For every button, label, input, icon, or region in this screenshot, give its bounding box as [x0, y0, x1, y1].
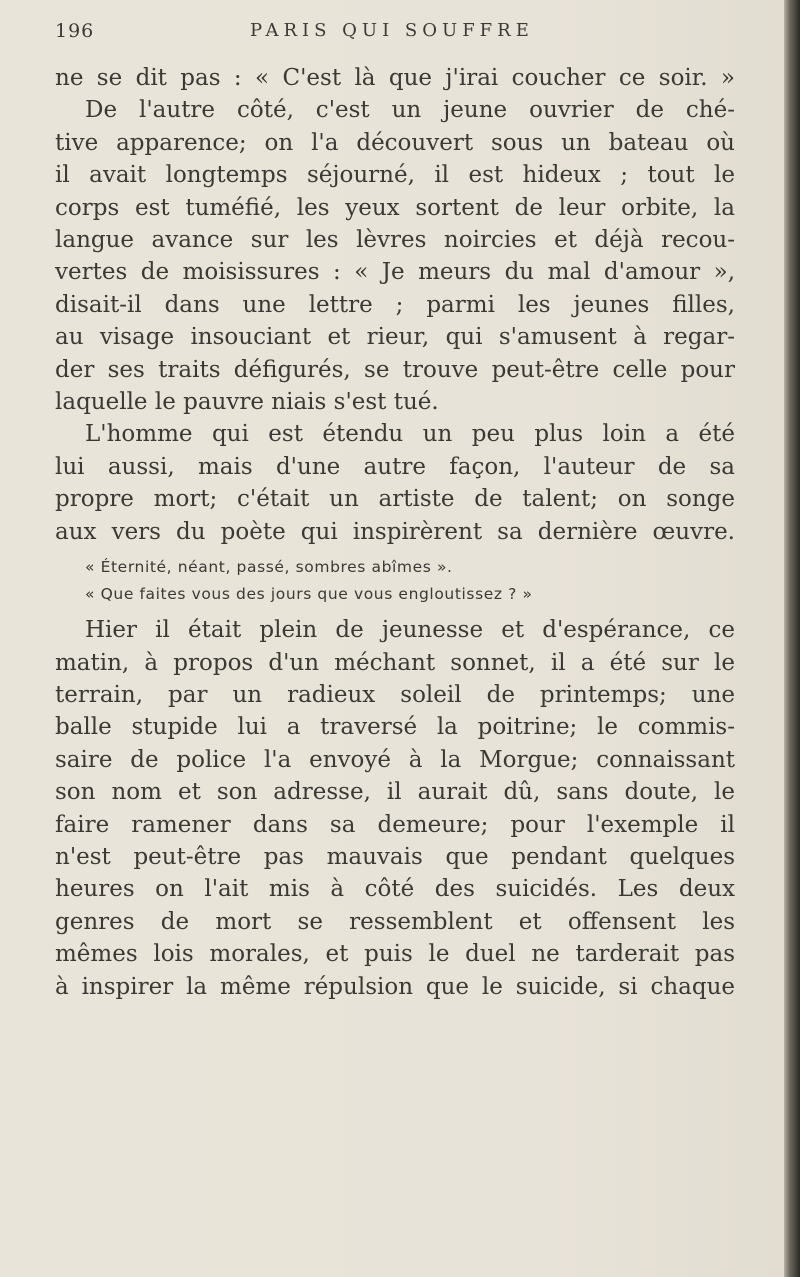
- text-line: ne se dit pas : « C'est là que j'irai coucher ce soir. »: [55, 65, 735, 91]
- text-line: heures on l'ait mis à côté des suicidés. Les deux: [55, 876, 735, 903]
- text-line: terrain, par un radieux soleil de printemps; une: [55, 681, 735, 708]
- text-line: Hier il était plein de jeunesse et d'espérance, ce: [85, 617, 735, 644]
- text-line: il avait longtemps séjourné, il est hideux ; tout le: [55, 162, 735, 189]
- page-header: [0, 14, 784, 50]
- text-line: mêmes lois morales, et puis le duel ne tarderait pas: [55, 941, 735, 968]
- text-line: der ses traits défigurés, se trouve peut-être celle pour: [55, 356, 735, 383]
- text-line: tive apparence; on l'a découvert sous un bateau où: [55, 129, 735, 156]
- text-line: faire ramener dans sa demeure; pour l'exemple il: [55, 811, 735, 838]
- verse-line: « Éternité, néant, passé, sombres abîmes ».: [85, 558, 453, 577]
- text-line: propre mort; c'était un artiste de talent; on songe: [55, 486, 735, 513]
- text-line: son nom et son adresse, il aurait dû, sans doute, le: [55, 779, 735, 806]
- text-line: De l'autre côté, c'est un jeune ouvrier de ché-: [85, 97, 735, 124]
- text-line: laquelle le pauvre niais s'est tué.: [55, 389, 439, 416]
- text-line: balle stupide lui a traversé la poitrine; le commis-: [55, 714, 735, 741]
- text-line: matin, à propos d'un méchant sonnet, il a été sur le: [55, 649, 735, 676]
- text-line: aux vers du poète qui inspirèrent sa dernière œuvre.: [55, 518, 735, 545]
- running-title: PARIS QUI SOUFFRE: [250, 20, 534, 41]
- text-line: n'est peut-être pas mauvais que pendant quelques: [55, 843, 735, 870]
- text-line: genres de mort se ressemblent et offensent les: [55, 908, 735, 935]
- text-line: langue avance sur les lèvres noircies et déjà recou-: [55, 227, 735, 254]
- text-line: au visage insouciant et rieur, qui s'amusent à regar-: [55, 324, 735, 351]
- text-line: saire de police l'a envoyé à la Morgue; connaissant: [55, 746, 735, 773]
- page-edge-shadow: [784, 0, 800, 1277]
- text-line: vertes de moisissures : « Je meurs du mal d'amour »,: [55, 259, 735, 286]
- text-line: disait-il dans une lettre ; parmi les jeunes filles,: [55, 291, 735, 318]
- page-number: 196: [55, 20, 95, 42]
- body-text: [55, 62, 735, 1003]
- text-line: L'homme qui est étendu un peu plus loin a été: [85, 421, 735, 448]
- text-line: corps est tuméfié, les yeux sortent de leur orbite, la: [55, 194, 735, 221]
- verse-line: « Que faites vous des jours que vous engloutissez ? »: [85, 585, 533, 604]
- text-line: à inspirer la même répulsion que le suicide, si chaque: [55, 973, 735, 1000]
- text-line: lui aussi, mais d'une autre façon, l'auteur de sa: [55, 453, 735, 480]
